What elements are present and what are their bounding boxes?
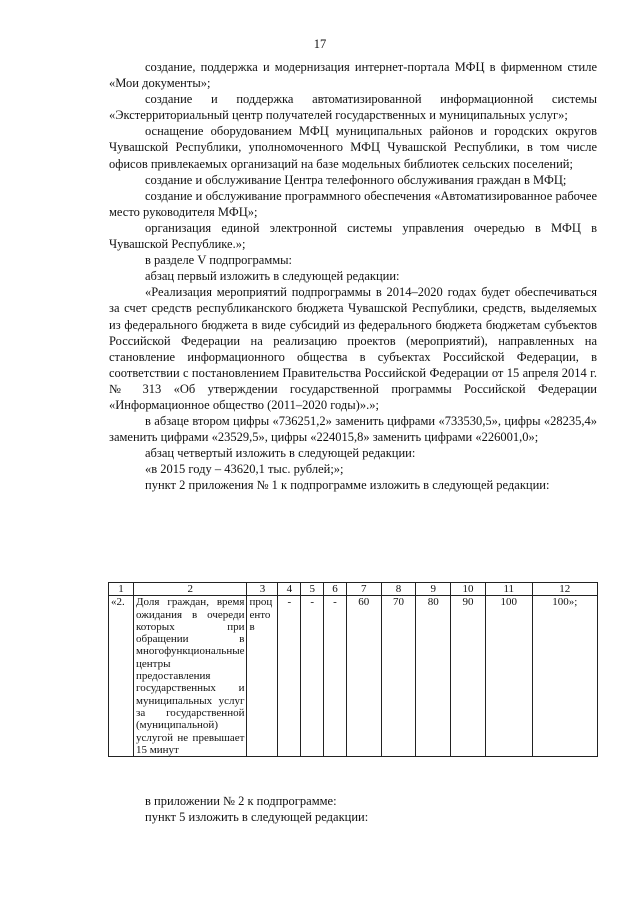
- table-header-cell: 3: [247, 583, 278, 596]
- table-header-cell: 9: [416, 583, 451, 596]
- paragraph: создание и обслуживание Центра телефонного обслуживания граждан в МФЦ;: [145, 172, 567, 187]
- indicator-table: [108, 582, 598, 757]
- paragraph: оснащение оборудованием МФЦ муниципальных районов и городских округов Чувашской Республики, уполномоченного МФЦ Чувашской Республики, в том числе офисов привлекаемых организаций на базе модельных библиотек сельских поселений;: [109, 124, 597, 171]
- table-header-row: [109, 583, 598, 596]
- paragraph: в разделе V подпрограммы:: [145, 253, 293, 268]
- value-cell: -: [301, 596, 324, 757]
- row-number-cell: «2.: [109, 596, 134, 757]
- table-header-cell: 4: [278, 583, 301, 596]
- document-body-continued: [109, 793, 597, 825]
- table-header-cell: 2: [134, 583, 247, 596]
- value-cell: 100»;: [532, 596, 597, 757]
- table-header-cell: 5: [301, 583, 324, 596]
- paragraph: абзац первый изложить в следующей редакции:: [145, 269, 400, 284]
- paragraph: создание и обслуживание программного обеспечения «Автоматизированное рабочее место руководителя МФЦ»;: [109, 188, 597, 219]
- table-row: [109, 596, 598, 757]
- table-header-cell: 10: [451, 583, 486, 596]
- table-header-cell: 1: [109, 583, 134, 596]
- table-header-cell: 7: [346, 583, 381, 596]
- value-cell: -: [278, 596, 301, 757]
- unit-cell: процентов: [247, 596, 278, 757]
- paragraph: создание и поддержка автоматизированной информационной системы «Экстерриториальный центр получателей государственных и муниципальных услуг»;: [109, 92, 597, 123]
- paragraph: пункт 2 приложения № 1 к подпрограмме изложить в следующей редакции:: [145, 478, 550, 493]
- paragraph: организация единой электронной системы управления очередью в МФЦ в Чувашской Республике.»;: [109, 220, 597, 252]
- table-header-cell: 12: [532, 583, 597, 596]
- table-header-cell: 8: [381, 583, 416, 596]
- paragraph: «Реализация мероприятий подпрограммы в 2014–2020 годах будет обеспечиваться за счет средств республиканского бюджета Чувашской Республики, средств, выделяемых из федерального бюджета в виде субсидий из федерального бюджета бюджетам субъектов Российской Федерации на реализацию проектов (мероприятий), направленных на становление информационного общества в субъектах Российской Федерации, в соответствии с постановлением Правительства Российской Федерации от 15 апреля 2014 г. № 313 «Об утверждении государственной программы Российской Федерации «Информационное общество (2011–2020 годы)».»;: [109, 285, 597, 412]
- paragraph: пункт 5 изложить в следующей редакции:: [145, 810, 369, 825]
- value-cell: 70: [381, 596, 416, 757]
- table-header-cell: 6: [324, 583, 347, 596]
- value-cell: 80: [416, 596, 451, 757]
- document-body: [109, 59, 597, 494]
- value-cell: 90: [451, 596, 486, 757]
- indicator-name-cell: Доля граждан, время ожидания в очереди которых при обращении в многофункциональные центры предоставления государственных и муниципальных услуг за государственной (муниципальной) услугой не превышает 15 минут: [134, 596, 247, 757]
- paragraph: в приложении № 2 к подпрограмме:: [145, 794, 337, 808]
- value-cell: 60: [346, 596, 381, 757]
- page-number: 17: [313, 37, 327, 51]
- paragraph: абзац четвертый изложить в следующей редакции:: [145, 446, 416, 461]
- value-cell: 100: [485, 596, 532, 757]
- paragraph: создание, поддержка и модернизация интернет-портала МФЦ в фирменном стиле «Мои документы»;: [109, 60, 597, 91]
- paragraph: «в 2015 году – 43620,1 тыс. рублей;»;: [145, 462, 344, 477]
- paragraph: в абзаце втором цифры «736251,2» заменить цифрами «733530,5», цифры «28235,4» заменить цифрами «23529,5», цифры «224015,8» заменить цифрами «226001,0»;: [109, 414, 597, 445]
- table-header-cell: 11: [485, 583, 532, 596]
- value-cell: -: [324, 596, 347, 757]
